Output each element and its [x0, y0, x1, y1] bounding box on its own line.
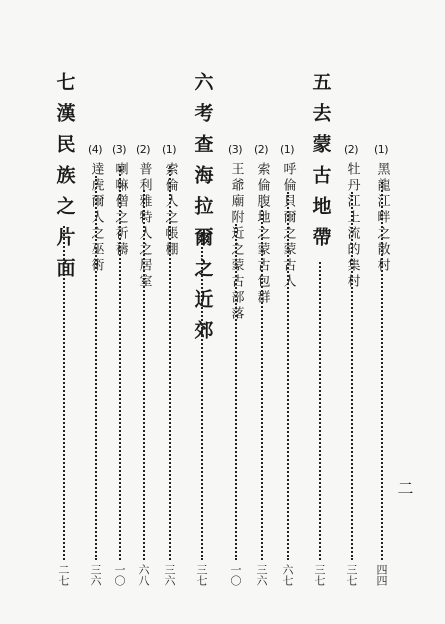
toc-chapter-title: 七漢民族之片面 [53, 72, 76, 289]
toc-leader-dots [169, 166, 171, 560]
toc-page-number: 六八 [137, 564, 150, 586]
toc-page-number: 三七 [195, 564, 208, 586]
toc-leader-dots [143, 190, 145, 560]
toc-entry-number: (3) [228, 143, 243, 156]
toc-leader-dots [201, 232, 203, 560]
toc-page-number: 一〇 [229, 564, 242, 586]
toc-entry-number: (1) [162, 143, 177, 156]
toc-entry-number: (4) [88, 143, 103, 156]
toc-page-number: 四四 [375, 564, 388, 586]
toc-leader-dots [319, 262, 321, 560]
toc-entry-number: (1) [280, 143, 295, 156]
toc-entry-number: (2) [136, 143, 151, 156]
toc-page-number: 三六 [255, 564, 268, 586]
toc-entry-title: 達虎爾人之巫術 [88, 162, 104, 274]
toc-leader-dots [63, 226, 65, 560]
toc-chapter-title: 六考查海拉爾之近郊 [191, 72, 214, 351]
toc-entry-title: 索倫人之帳棚 [162, 162, 178, 258]
toc-page-number: 一〇 [113, 564, 126, 586]
toc-entry-number: (2) [344, 143, 359, 156]
toc-entry-title: 呼倫貝爾之蒙古人 [280, 162, 296, 290]
toc-page-number: 三七 [313, 564, 326, 586]
toc-leader-dots [381, 182, 383, 560]
toc-leader-dots [287, 192, 289, 560]
toc-entry-title: 黑龍江畔之散村 [374, 162, 390, 274]
toc-leader-dots [261, 206, 263, 560]
toc-entry-title: 牡丹江上流的集村 [344, 162, 360, 290]
toc-entry-number: (1) [374, 143, 389, 156]
toc-entry-number: (3) [112, 143, 127, 156]
toc-page-number: 三七 [345, 564, 358, 586]
toc-leader-dots [119, 166, 121, 560]
toc-page-number: 三六 [163, 564, 176, 586]
toc-entry-title: 普利雅特人之居室 [136, 162, 152, 290]
page-number: 二 [395, 480, 414, 496]
toc-page-number: 六七 [281, 564, 294, 586]
toc-chapter-title: 五去蒙古地帶 [309, 72, 332, 258]
toc-leader-dots [235, 224, 237, 560]
toc-leader-dots [351, 192, 353, 560]
toc-entry-number: (2) [254, 143, 269, 156]
toc-entry-title: 索倫腹地之蒙古包群 [254, 162, 270, 306]
toc-entry-title: 王爺廟附近之蒙古部落 [228, 162, 244, 322]
toc-leader-dots [95, 176, 97, 560]
toc-entry-title: 喇嘛僧之祈禱 [112, 162, 128, 258]
toc-page-number: 三六 [89, 564, 102, 586]
toc-page-number: 二七 [57, 564, 70, 586]
